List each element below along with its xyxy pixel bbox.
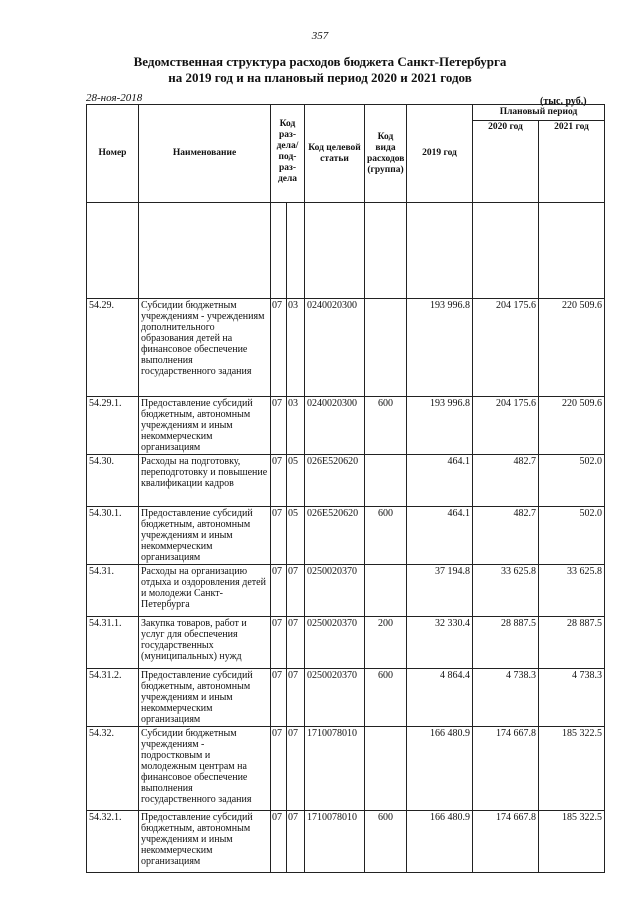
row-target-code: 0250020370 [305, 617, 365, 669]
row-value-2019: 32 330.4 [407, 617, 473, 669]
row-value-2021: 220 509.6 [539, 299, 605, 397]
row-name: Закупка товаров, работ и услуг для обеспечения государственных (муниципальных) нужд [139, 617, 271, 669]
row-target-code: 026Е520620 [305, 455, 365, 507]
row-value-2020: 482.7 [473, 455, 539, 507]
document-date: 28-ноя-2018 [86, 92, 143, 104]
row-expense-type: 600 [365, 811, 407, 873]
row-target-code: 0250020370 [305, 669, 365, 727]
row-section-code: 07 [271, 565, 287, 617]
table-row [87, 811, 605, 873]
row-value-2021: 28 887.5 [539, 617, 605, 669]
row-name: Субсидии бюджетным учреждениям - учреждениям дополнительного образования детей на финансовое обеспечение выполнения государственного задания [139, 299, 271, 397]
row-expense-type [365, 565, 407, 617]
row-number: 54.31.2. [87, 669, 139, 727]
row-value-2020: 4 738.3 [473, 669, 539, 727]
title-line-2: на 2019 год и на плановый период 2020 и 2021 годов [168, 70, 472, 85]
header-planned-period: Плановый период [473, 105, 605, 121]
header-name: Наименование [139, 105, 271, 203]
header-2021: 2021 год [539, 121, 605, 203]
row-target-code: 026Е520620 [305, 507, 365, 565]
row-expense-type: 600 [365, 397, 407, 455]
row-value-2019: 193 996.8 [407, 397, 473, 455]
table-row [87, 507, 605, 565]
row-target-code: 1710078010 [305, 811, 365, 873]
row-value-2019: 166 480.9 [407, 811, 473, 873]
row-expense-type: 600 [365, 507, 407, 565]
row-value-2020: 204 175.6 [473, 397, 539, 455]
row-value-2021: 185 322.5 [539, 727, 605, 811]
row-value-2019: 4 864.4 [407, 669, 473, 727]
table-row [87, 669, 605, 727]
row-value-2021: 502.0 [539, 507, 605, 565]
row-number: 54.31. [87, 565, 139, 617]
row-number: 54.30. [87, 455, 139, 507]
row-section-code: 07 [271, 455, 287, 507]
row-subsection-code: 05 [287, 507, 305, 565]
table-row [87, 397, 605, 455]
row-value-2021: 185 322.5 [539, 811, 605, 873]
units-label: (тыс. руб.) [540, 96, 587, 107]
table-body [87, 203, 605, 873]
row-expense-type: 200 [365, 617, 407, 669]
row-value-2021: 4 738.3 [539, 669, 605, 727]
row-section-code: 07 [271, 299, 287, 397]
row-name: Предоставление субсидий бюджетным, автономным учреждениям и иным некоммерческим организациям [139, 397, 271, 455]
table-row [87, 299, 605, 397]
row-value-2021: 220 509.6 [539, 397, 605, 455]
row-value-2019: 464.1 [407, 507, 473, 565]
row-value-2021: 502.0 [539, 455, 605, 507]
header-number: Номер [87, 105, 139, 203]
table-row [87, 617, 605, 669]
row-expense-type: 600 [365, 669, 407, 727]
row-expense-type [365, 455, 407, 507]
row-number: 54.32. [87, 727, 139, 811]
title-line-1: Ведомственная структура расходов бюджета Санкт-Петербурга [133, 54, 507, 69]
row-name: Предоставление субсидий бюджетным, автономным учреждениям и иным некоммерческим организациям [139, 669, 271, 727]
row-value-2020: 174 667.8 [473, 811, 539, 873]
row-subsection-code: 03 [287, 397, 305, 455]
row-value-2020: 482.7 [473, 507, 539, 565]
row-section-code: 07 [271, 617, 287, 669]
header-section: Код раз- дела/ под- раз- дела [271, 105, 305, 203]
header-target: Код целевой статьи [305, 105, 365, 203]
row-section-code: 07 [271, 727, 287, 811]
row-name: Субсидии бюджетным учреждениям - подростковым и молодежным центрам на финансовое обеспечение выполнения государственного задания [139, 727, 271, 811]
row-value-2020: 174 667.8 [473, 727, 539, 811]
row-name: Предоставление субсидий бюджетным, автономным учреждениям и иным некоммерческим организациям [139, 811, 271, 873]
row-name: Расходы на организацию отдыха и оздоровления детей и молодежи Санкт-Петербурга [139, 565, 271, 617]
row-number: 54.29.1. [87, 397, 139, 455]
document-title [0, 54, 640, 86]
row-subsection-code: 05 [287, 455, 305, 507]
row-number: 54.30.1. [87, 507, 139, 565]
row-target-code: 0250020370 [305, 565, 365, 617]
row-subsection-code: 07 [287, 669, 305, 727]
header-2019: 2019 год [407, 105, 473, 203]
header-2020: 2020 год [473, 121, 539, 203]
table-row [87, 565, 605, 617]
row-section-code: 07 [271, 397, 287, 455]
row-number: 54.29. [87, 299, 139, 397]
row-value-2019: 464.1 [407, 455, 473, 507]
row-subsection-code: 07 [287, 565, 305, 617]
row-name: Расходы на подготовку, переподготовку и повышение квалификации кадров [139, 455, 271, 507]
row-value-2019: 37 194.8 [407, 565, 473, 617]
table-row [87, 455, 605, 507]
row-subsection-code: 03 [287, 299, 305, 397]
spacer-row [87, 203, 605, 299]
header-expense-type: Код вида расходов (группа) [365, 105, 407, 203]
table-row [87, 727, 605, 811]
row-section-code: 07 [271, 507, 287, 565]
row-subsection-code: 07 [287, 727, 305, 811]
row-target-code: 0240020300 [305, 397, 365, 455]
row-value-2021: 33 625.8 [539, 565, 605, 617]
row-subsection-code: 07 [287, 617, 305, 669]
row-value-2020: 33 625.8 [473, 565, 539, 617]
budget-table [86, 104, 605, 873]
row-number: 54.31.1. [87, 617, 139, 669]
row-value-2020: 204 175.6 [473, 299, 539, 397]
page-number: 357 [311, 30, 329, 42]
row-value-2019: 166 480.9 [407, 727, 473, 811]
row-value-2020: 28 887.5 [473, 617, 539, 669]
row-section-code: 07 [271, 811, 287, 873]
row-name: Предоставление субсидий бюджетным, автономным учреждениям и иным некоммерческим организациям [139, 507, 271, 565]
row-target-code: 0240020300 [305, 299, 365, 397]
row-value-2019: 193 996.8 [407, 299, 473, 397]
row-section-code: 07 [271, 669, 287, 727]
row-target-code: 1710078010 [305, 727, 365, 811]
row-expense-type [365, 727, 407, 811]
row-subsection-code: 07 [287, 811, 305, 873]
row-number: 54.32.1. [87, 811, 139, 873]
row-expense-type [365, 299, 407, 397]
